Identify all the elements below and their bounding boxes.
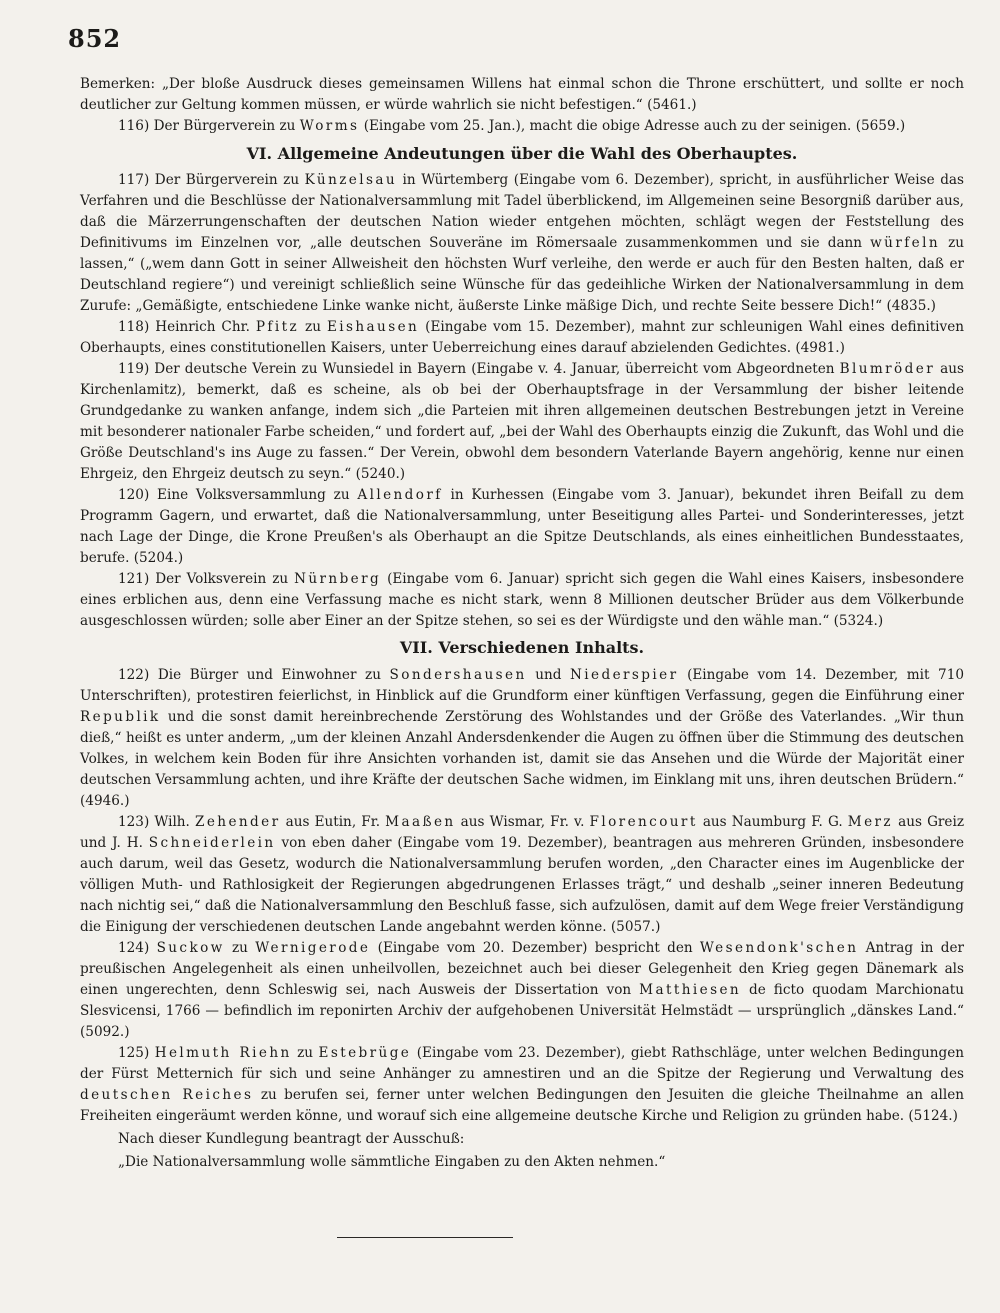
- entry-119-text: 119) Der deutsche Verein zu Wunsiedel in Bayern (Eingabe v. 4. Januar, überreicht vom Abgeordneten: [118, 361, 840, 377]
- entry-125-text: (Eingabe vom 23. Dezember), giebt Rathschläge, unter welchen Bedingungen der Fürst Metternich für sich und seine Anhänger zu amnestiren und an die Spitze der Regierung und Verwaltung des: [80, 1045, 964, 1082]
- entry-116-text: 116) Der Bürgerverein zu: [118, 118, 300, 134]
- entry-124-text: 124): [118, 940, 157, 956]
- entry-124-emphasis: Wesendonk'schen: [699, 940, 859, 956]
- entry-123-text: von eben daher (Eingabe vom 19. Dezember), beantragen aus mehreren Gründen, insbesondere auch darum, weil das Gesetz, wodurch die Nationalversammlung berufen worden, „den Character eines im Augenblicke der völligen Muth- und Rathlosigkeit der Regierungen abgedrungenen Erlasses trägt,“ und deshalb „seiner inneren Bedeutung nach nichtig sei,“ daß die Nationalversammlung den Beschluß fasse, sich aufzulösen, damit auf dem Wege freier Verständigung die Einigung der verschiedenen deutschen Lande angebahnt werden könne. (5057.): [80, 835, 964, 935]
- entry-123-text: aus Eutin, Fr.: [280, 814, 386, 830]
- entry-122-text: (Eingabe vom 14. Dezember, mit 710 Unterschriften), protestiren feierlichst, in Hinblick auf die Grundform einer künftigen Verfassung, gegen die Einführung einer: [80, 667, 964, 704]
- entry-124-text: de ficto quodam Marchionatu Slesvicensi, 1766 — befindlich im reponirten Archiv der aufgehobenen Universität Helmstädt — ursprünglich „dänskes Land.“ (5092.): [80, 982, 964, 1040]
- bemerken-paragraph: Bemerken: „Der bloße Ausdruck dieses gemeinsamen Willens hat einmal schon die Throne erschüttert, und sollte er noch deutlicher zur Geltung kommen müssen, er würde wahrlich sie nicht befestigen.“ (5461.): [80, 76, 964, 113]
- document-body: [80, 74, 964, 1173]
- entry-121-place: Nürnberg: [294, 571, 382, 587]
- entry-120: [80, 485, 964, 569]
- entry-120-place: Allendorf: [357, 487, 443, 503]
- entry-123-name: Schneiderlein: [148, 835, 276, 851]
- entry-122-text: 122) Die Bürger und Einwohner zu: [118, 667, 390, 683]
- closing-resolution: „Die Nationalversammlung wolle sämmtliche Eingaben zu den Akten nehmen.“: [118, 1154, 666, 1170]
- page-number: 852: [68, 24, 122, 53]
- entry-118-place: Eishausen: [326, 319, 420, 335]
- entry-117-text: 117) Der Bürgerverein zu: [118, 172, 305, 188]
- entry-117-emphasis: würfeln: [870, 235, 940, 251]
- entry-123-text: aus Greiz und J. H.: [80, 814, 964, 851]
- entry-122-place: Sondershausen: [389, 667, 527, 683]
- entry-121-text: 121) Der Volksverein zu: [118, 571, 295, 587]
- entry-123-name: Merz: [847, 814, 893, 830]
- entry-124-text: zu: [224, 940, 256, 956]
- end-divider-rule: [337, 1237, 513, 1238]
- entry-124-text: (Eingabe vom 20. Dezember) bespricht den: [370, 940, 700, 956]
- entry-122: [80, 665, 964, 812]
- entry-123-name: Maaßen: [385, 814, 456, 830]
- entry-117-place: Künzelsau: [304, 172, 398, 188]
- entry-120-text: in Kurhessen (Eingabe vom 3. Januar), bekundet ihren Beifall zu dem Programm Gagern, und erwartet, daß die Nationalversammlung, unter Beseitigung alles Partei- und Sonderinteresses, jetzt nach Lage der Dinge, die Krone Preußen's als Oberhaupt an die Spitze Deutschlands, als eines einheitlichen Bundesstaates, berufe. (5204.): [80, 487, 964, 566]
- section-6-heading: VI. Allgemeine Andeutungen über die Wahl des Oberhauptes.: [246, 144, 798, 163]
- entry-116-text: (Eingabe vom 25. Jan.), macht die obige Adresse auch zu der seinigen. (5659.): [359, 118, 906, 134]
- entry-124-text: Antrag in der preußischen Angelegenheit als einen unheilvollen, bezeichnet auch bei dieser Gelegenheit den Krieg gegen Dänemark als einen ungerechten, denn Schleswig sei, nach Ausweis der Dissertation von: [80, 940, 964, 998]
- entry-117-text: in Würtemberg (Eingabe vom 6. Dezember), spricht, in ausführlicher Weise das Verfahren und die Beschlüsse der Nationalversammlung mit Tadel überblickend, im Allgemeinen seine Besorgniß darüber aus, daß die Märzerrungenschaften der deutschen Nation wieder entgehen möchten, schlägt wegen der Feststellung des Definitivums im Einzelnen vor, „alle deutschen Souveräne im Römersaale zusammenkommen und sie dann: [80, 172, 964, 251]
- entry-117-text: zu lassen,“ („wem dann Gott in seiner Allweisheit den höchsten Wurf verleihe, den werde er auch für den Besten halten, daß er Deutschland regiere“) und vereinigt schließlich seine Wünsche für das gedeihliche Wirken der Nationalversammlung in dem Zurufe: „Gemäßigte, entschiedene Linke wanke nicht, äußerste Linke mäßige Dich, und rechte Seite bessere Dich!“ (4835.): [80, 235, 964, 314]
- entry-123-name: Zehender: [195, 814, 281, 830]
- entry-122-emphasis: Republik: [80, 709, 161, 725]
- entry-125-text: 125): [118, 1045, 155, 1061]
- entry-122-place: Niederspier: [569, 667, 679, 683]
- entry-125-text: zu: [291, 1045, 319, 1061]
- entry-116: [80, 116, 964, 137]
- entry-125: [80, 1043, 964, 1127]
- entry-121: [80, 569, 964, 632]
- entry-118: [80, 317, 964, 359]
- entry-121-text: (Eingabe vom 6. Januar) spricht sich gegen die Wahl eines Kaisers, insbesondere eines erblichen aus, denn eine Verfassung mache es nicht stark, wenn 8 Millionen deutscher Brüder aus dem Völkerbunde ausgeschlossen würden; solle aber Einer an der Spitze stehen, so sei es der Würdigste und den wähle man.“ (5324.): [80, 571, 965, 629]
- entry-124: [80, 938, 964, 1043]
- entry-124-name: Suckow: [156, 940, 225, 956]
- entry-122-text: und: [526, 667, 570, 683]
- entry-123-text: 123) Wilh.: [118, 814, 195, 830]
- entry-118-text: 118) Heinrich Chr.: [118, 319, 256, 335]
- entry-123: [80, 812, 964, 938]
- entry-124-place: Wernigerode: [255, 940, 371, 956]
- entry-120-text: 120) Eine Volksversammlung zu: [118, 487, 358, 503]
- entry-125-text: zu berufen sei, ferner unter welchen Bedingungen den Jesuiten die gleiche Theilnahme an allen Freiheiten eingeräumt werden könne, und worauf sich eine allgemeine deutsche Kirche und Religion zu gründen habe. (5124.): [80, 1087, 964, 1124]
- entry-117: [80, 170, 964, 317]
- entry-119: [80, 359, 964, 485]
- entry-125-place: Estebrüge: [318, 1045, 412, 1061]
- entry-119-text: aus Kirchenlamitz), bemerkt, daß es scheine, als ob bei der Oberhauptsfrage in der Versammlung der bisher leitende Grundgedanke zu wanken anfange, indem sich „die Parteien mit ihren allgemeinen deutschen Bestrebungen jetzt in Vereine mit besonderer nationaler Farbe scheiden,“ und fordert auf, „bei der Wahl des Oberhaupts einzig die Zukunft, das Wohl und die Größe Deutschland's ins Auge zu fassen.“ Der Verein, obwohl dem besondern Vaterlande Bayern angehörig, kenne nur einen Ehrgeiz, den Ehrgeiz deutsch zu seyn.“ (5240.): [80, 361, 964, 482]
- entry-119-name: Blumröder: [839, 361, 936, 377]
- entry-122-text: und die sonst damit hereinbrechende Zerstörung des Wohlstandes und der Größe des Vaterlandes. „Wir thun dieß,“ heißt es unter anderm, „um der kleinen Anzahl Andersdenkender die Augen zu öffnen über die Stimmung des deutschen Volkes, in welchem kein Boden für ihre Ansichten vorhanden ist, damit sie das Ansehen und die Würde der Majorität einer deutschen Versammlung achten, und ihre Kräfte der deutschen Sache widmen, im Einklang mit uns, ihren deutschen Brüdern.“ (4946.): [80, 709, 964, 809]
- entry-125-emphasis: deutschen Reiches: [80, 1087, 254, 1103]
- closing-intro: Nach dieser Kundlegung beantragt der Ausschuß:: [118, 1131, 465, 1147]
- entry-118-name: Pfitz: [255, 319, 300, 335]
- entry-125-name: Helmuth Riehn: [154, 1045, 292, 1061]
- entry-123-text: aus Wismar, Fr. v.: [455, 814, 590, 830]
- entry-123-text: aus Naumburg F. G.: [697, 814, 848, 830]
- section-7-heading: VII. Verschiedenen Inhalts.: [399, 638, 645, 657]
- entry-116-place: Worms: [299, 118, 360, 134]
- entry-123-name: Florencourt: [589, 814, 698, 830]
- entry-118-text: zu: [299, 319, 327, 335]
- entry-118-text: (Eingabe vom 15. Dezember), mahnt zur schleunigen Wahl eines definitiven Oberhaupts, eines constitutionellen Kaisers, unter Ueberreichung eines darauf abzielenden Gedichtes. (4981.): [80, 319, 964, 356]
- entry-124-name: Matthiesen: [639, 982, 742, 998]
